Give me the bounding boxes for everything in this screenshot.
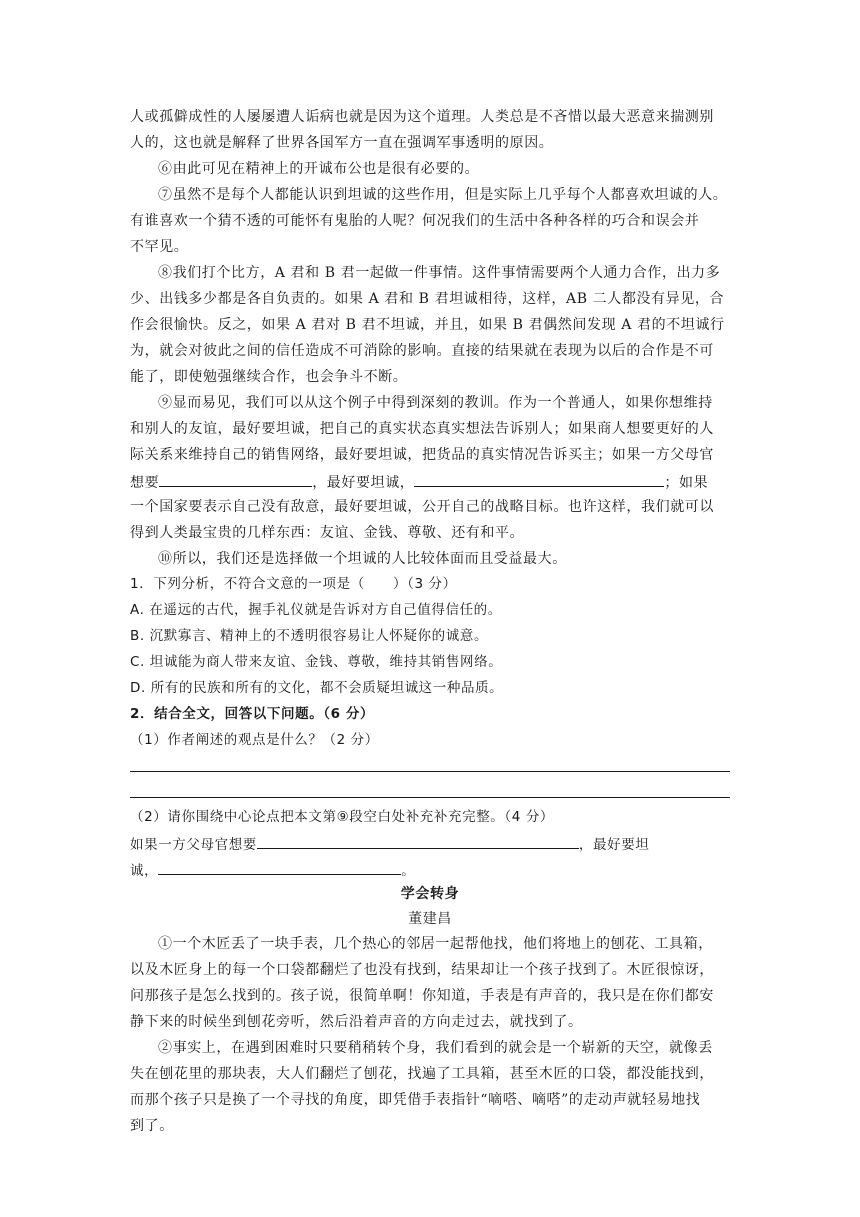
paragraph-9-line-6: 得到人类最宝贵的几样东西：友谊、金钱、尊敬、还有和平。 [130,525,525,541]
answer-line-2 [130,797,730,798]
passage-2-title: 学会转身 [400,886,460,902]
paragraph-8-line-4: 为，就会对彼此之间的信任造成不可消除的影响。直接的结果就在表现为以后的合作是不可 [130,343,714,359]
paragraph-9-line-4-start: 想要 [130,475,160,491]
passage-2-author: 董建昌 [408,911,452,927]
paragraph-8-line-1: ⑧我们打个比方，A 君和 B 君一起做一件事情。这件事情需要两个人通力合作，出力多 [158,265,721,281]
fill-blank-1 [257,831,579,849]
paragraph-8-line-3: 作会很愉快。反之，如果 A 君对 B 君不坦诚，并且，如果 B 君偶然间发现 A 君的不坦诚行 [130,317,725,333]
fill-prompt-second-start: 诚， [130,863,159,879]
paragraph-9-line-5: 一个国家要表示自己没有敌意，最好要坦诚，公开自己的战略目标。也许这样，我们就可以 [130,499,714,515]
question-2-part-2-line-1 [130,831,730,859]
fill-prompt-middle: ，最好要坦 [578,837,650,853]
passage-2-p2-line-2: 失在刨花里的那块表，大人们翻烂了刨花，找遍了工具箱，甚至木匠的口袋，都没能找到， [130,1066,714,1082]
question-2-part-2: （2）请你围绕中心论点把本文第⑨段空白处补充补充完整。（4 分） [130,809,555,825]
question-1-option-b: B. 沉默寡言、精神上的不透明很容易让人怀疑你的诚意。 [130,628,489,644]
passage-2-p1-line-2: 以及木匠身上的每一个口袋都翻烂了也没有找到，结果却让一个孩子找到了。木匠很惊讶， [130,962,714,978]
blank-line-1 [159,469,312,487]
fill-prompt-start: 如果一方父母官想要 [130,837,257,853]
passage-2-p2-line-4: 到了。 [130,1118,174,1134]
paragraph-9-line-4 [130,469,730,497]
passage-2-p2-line-1: ②事实上，在遇到困难时只要稍稍转个身，我们看到的就会是一个崭新的天空，就像丢 [158,1040,713,1056]
paragraph-6: ⑥由此可见在精神上的开诚布公也是很有必要的。 [158,161,480,177]
paragraph-9-line-2: 和别人的友谊，最好要坦诚，把自己的真实状态真实想法告诉别人；如果商人想要更好的人 [130,421,714,437]
blank-line-2 [414,469,664,487]
paragraph-5-line-1: 人或孤僻成性的人屡屡遭人诟病也就是因为这个道理。人类总是不吝惜以最大恶意来揣测别 [130,109,714,125]
question-1-option-c: C. 坦诚能为商人带来友谊、金钱、尊敬，维持其销售网络。 [130,654,503,670]
question-2-part-1: （1）作者阐述的观点是什么？（2 分） [130,732,379,748]
paragraph-7-line-1: ⑦虽然不是每个人都能认识到坦诚的这些作用，但是实际上几乎每个人都喜欢坦诚的人。 [158,187,728,203]
passage-2-p1-line-3: 问那孩子是怎么找到的。孩子说，很简单啊！你知道，手表是有声音的，我只是在你们都安 [130,988,714,1004]
paragraph-10: ⑩所以，我们还是选择做一个坦诚的人比较体面而且受益最大。 [158,551,567,567]
passage-2-p1-line-1: ①一个木匠丢了一块手表，几个热心的邻居一起帮他找，他们将地上的刨花、工具箱， [158,936,713,952]
question-1-option-a: A. 在遥远的古代，握手礼仪就是告诉对方自己值得信任的。 [130,602,502,618]
paragraph-7-line-2: 有谁喜欢一个猜不透的可能怀有鬼胎的人呢？何况我们的生活中各种各样的巧合和误会并 [130,213,700,229]
question-1-stem: 1．下列分析，不符合文意的一项是（ ）（3 分） [130,576,457,592]
passage-2-p1-line-4: 静下来的时候坐到刨花旁听，然后沿着声音的方向走过去，就找到了。 [130,1014,583,1030]
question-1-option-d: D. 所有的民族和所有的文化，都不会质疑坦诚这一种品质。 [130,680,504,696]
fill-blank-2 [158,857,401,875]
paragraph-7-line-3: 不罕见。 [130,239,189,255]
paragraph-5-line-2: 人的，这也就是解释了世界各国军方一直在强调军事透明的原因。 [130,135,554,151]
question-2-part-2-line-2 [130,857,730,885]
paragraph-9-line-3: 际关系来维持自己的销售网络，最好要坦诚，把货品的真实情况告诉买主；如果一方父母官 [130,447,714,463]
passage-2-p2-line-3: 而那个孩子只是换了一个寻找的角度，即凭借手表指针“嘀嗒、嘀嗒”的走动声就轻易地找 [130,1092,701,1108]
question-2-stem: 2．结合全文，回答以下问题。（6 分） [130,706,375,722]
paragraph-9-line-4-middle: ，最好要坦诚， [312,475,415,491]
answer-line-1 [130,771,730,772]
paragraph-9-line-1: ⑨显而易见，我们可以从这个例子中得到深刻的教训。作为一个普通人，如果你想维持 [158,395,713,411]
paragraph-8-line-2: 少、出钱多少都是各自负责的。如果 A 君和 B 君坦诚相待，这样，AB 二人都没有异见，合 [130,291,725,307]
paragraph-9-line-4-end: ；如果 [664,475,709,491]
fill-prompt-end: 。 [401,863,416,879]
paragraph-8-line-5: 能了，即使勉强继续合作，也会争斗不断。 [130,369,408,385]
